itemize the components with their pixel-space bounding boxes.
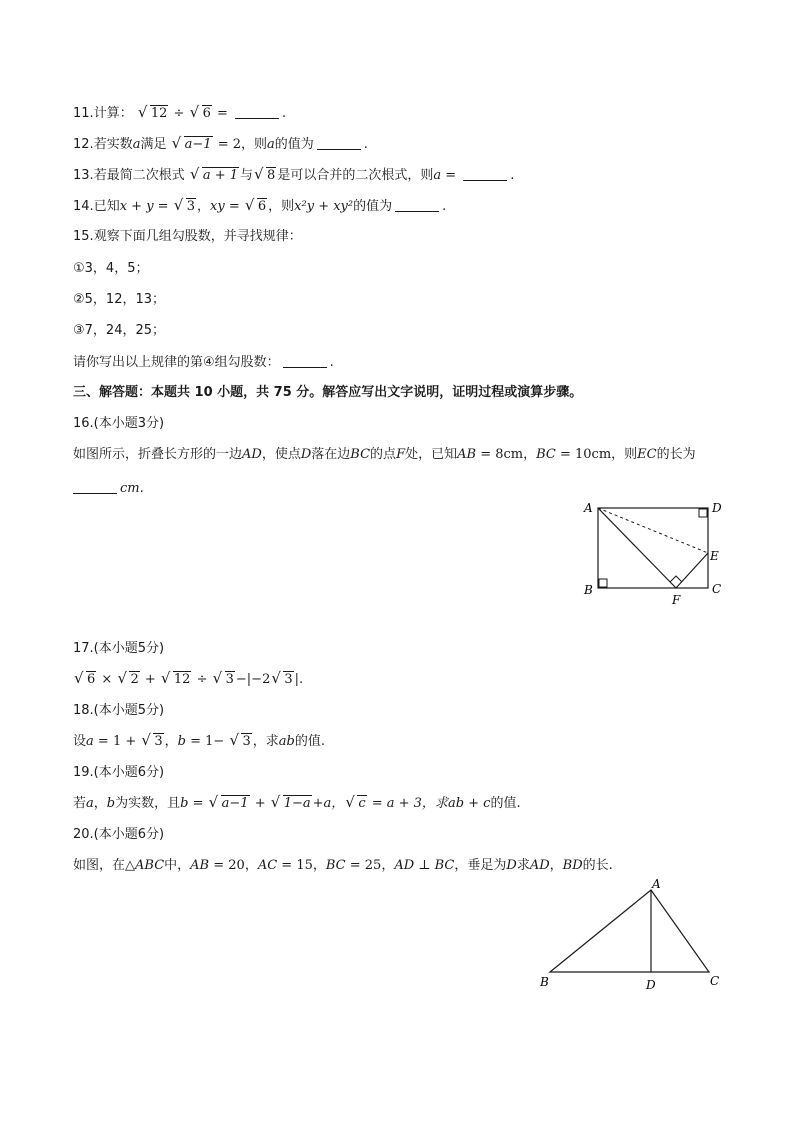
question-15: 15.观察下面几组勾股数，并寻找规律：: [73, 229, 302, 244]
question-13: 13.若最简二次根式 √ a + 1 与√ 8 是可以合并的二次根式，则a = .: [73, 166, 514, 185]
q15-item-2: ②5，12，13；: [73, 292, 166, 307]
label-C: C: [712, 582, 722, 596]
q18-header: 18.(本小题5分): [73, 703, 165, 718]
sqrt-12: √ 12: [138, 105, 169, 123]
section-3-title: 三、解答题：本题共 10 小题，共 75 分。解答应写出文字说明，证明过程或演算步骤。: [73, 385, 583, 400]
label-A: A: [584, 501, 593, 515]
q15-item-3: ③7，24，25；: [73, 323, 166, 338]
q16-text: 如图所示，折叠长方形的一边AD，使点D落在边BC的点F处，已知AB = 8cm，BC = 10cm，则EC的长为: [73, 447, 696, 462]
question-11: 11.计算： √ 12 ÷ √ 6 = .: [73, 104, 286, 123]
q20-text: 如图，在△ABC中，AB = 20，AC = 15，BC = 25，AD ⊥ BC，垂足为D求AD，BD的长.: [73, 858, 613, 873]
q17-expr: √ 6 × √ 2 + √ 12 ÷ √ 3 −|−2√ 3 |.: [73, 671, 303, 689]
label-B: B: [584, 583, 593, 597]
answer-blank: [235, 104, 279, 119]
label-A: A: [652, 877, 661, 891]
q19-header: 19.(本小题6分): [73, 765, 165, 780]
rectangle-fold-figure: [578, 496, 728, 608]
sqrt-6: √ 6: [190, 105, 212, 123]
q18-text: 设a = 1 + √ 3 ，b = 1− √ 3 ，求ab的值.: [73, 733, 325, 751]
q15-ask: 请你写出以上规律的第④组勾股数： .: [73, 355, 334, 370]
label-F: F: [672, 593, 681, 607]
label-C: C: [710, 974, 720, 988]
q20-header: 20.(本小题6分): [73, 827, 165, 842]
q15-item-1: ①3，4，5；: [73, 261, 149, 276]
label-D: D: [712, 501, 722, 515]
q16-answer: cm.: [73, 479, 144, 498]
q19-text: 若a，b为实数，且b = √ a−1 + √ 1−a +a，√ c = a + 3，求ab + c的值.: [73, 795, 521, 813]
question-12: 12.若实数a满足 √ a−1 = 2，则a的值为 .: [73, 135, 368, 154]
answer-blank: [395, 197, 439, 212]
q16-header: 16.(本小题3分): [73, 416, 165, 431]
label-B: B: [540, 975, 549, 989]
label-D: D: [646, 978, 656, 992]
triangle-abc-figure: [530, 872, 730, 994]
question-14: 14.已知x + y = √ 3 ，xy = √ 6 ，则x²y + xy²的值为 .: [73, 197, 446, 216]
sqrt-8: √ 8: [254, 167, 276, 185]
sqrt-a-plus-1: √ a + 1: [190, 167, 239, 185]
answer-blank: [317, 135, 361, 150]
answer-blank: [73, 479, 117, 494]
label-E: E: [710, 549, 719, 563]
answer-blank: [283, 353, 327, 368]
q17-header: 17.(本小题5分): [73, 641, 165, 656]
sqrt-a-minus-1: √ a−1: [172, 136, 213, 154]
answer-blank: [463, 166, 507, 181]
